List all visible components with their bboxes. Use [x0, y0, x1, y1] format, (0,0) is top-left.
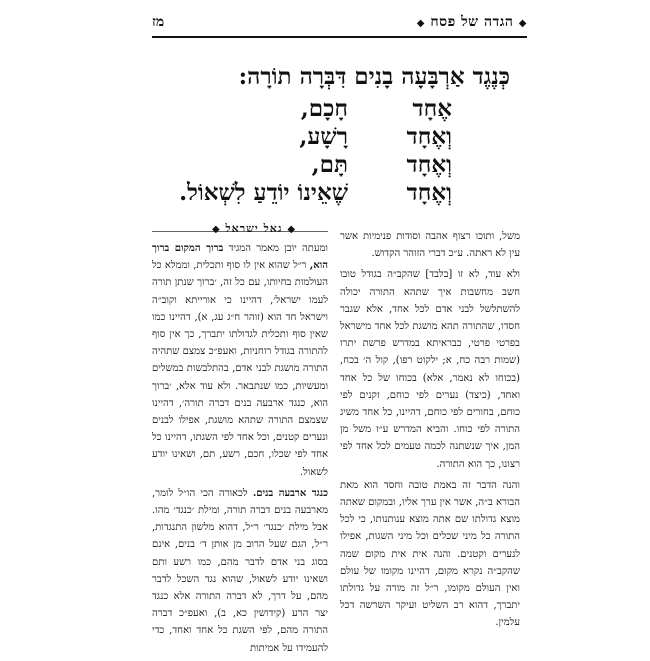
son-one-label: אֶחָד [412, 95, 452, 122]
right-paragraph: ולא עוד, לא זו [בלבד] שהקב״ה בגודל טובו חשב מחשבות איך שתהא התורה יכולה להשתלשל לבני אדם לכל אחד, אלא שגבר חסדו, שהתורה תהא מושגת לכל אחד מישראל בפרטי פרטי, כבראיתא במדרש פרשת יתרו (שמות רבה כח, א; ילקוט רפו), קול ה׳ בכח, (בכוחו לא נאמר, אלא) בכוחו של כל אחד ואחד, (כיצד) נערים לפי כוחם, זקנים לפי כוחם, בחורים לפי כוחם, דהיינו, כל אחד משיג התורה לפי כוחו. והביא המדרש ע״ז משל מן המן, איך שנשתנה לכמה טעמים לכל אחד לפי רצונו, כך הוא התורה. [340, 269, 520, 470]
son-one-name: חָכָם, [300, 95, 348, 122]
right-paragraph: והנה הדבר זה באמת טובה וחסד הוא מאת הבורא ב״ה, אשר אין ערך אליו, ובמקום שאתה מוצא גדולתו שם אתה מוצא ענותנותו, כי לכל התורה כל מיני שכלים וכל מיני השגות, אפילו לנערים וקטנים. והנה אית אית מקום שמה שהקב״ה נקרא מקום, דהיינו מקומו של עולם ואין העולם מקומו, ר״ל זה מורה על גדולתו יתברך, דהוא רב השליט ועיקר השרשה דכל עלמין. [340, 479, 520, 629]
page-number: מז [152, 14, 165, 30]
right-paragraph: משל, ותוכו רצוף אהבה וסודות פנימיות אשר עין לא ראתה. ע״כ דברי הזוהר הקדוש. [340, 231, 520, 260]
header-rule [152, 36, 527, 38]
son-two-label: וְאֶחָד [406, 123, 452, 150]
book-title [417, 14, 527, 31]
bullet-icon: ◆ [416, 18, 425, 29]
son-two-name: רָשָׁע, [299, 123, 348, 150]
son-four-label: וְאֶחָד [406, 179, 452, 206]
intro-lead: ומעתה יובן מאמר המגיד [228, 243, 328, 254]
left-paragraph-intro [152, 240, 328, 481]
left-paragraph-section [152, 485, 328, 657]
right-column [340, 228, 520, 636]
left-column [152, 240, 328, 661]
commentary-title [175, 222, 333, 235]
heading-line: כְּנֶגֶד אַרְבָּעָה בָנִים דִּבְּרָה תוֹרָה: [238, 63, 510, 90]
intro-bold: ברוך המקום ברוך הוא, [152, 243, 328, 272]
section-title: כנגד ארבעה בנים. [252, 487, 328, 499]
running-header [152, 10, 527, 38]
son-four-name: שֶׁאֵינוֹ יוֹדֵעַ לִשְׁאוֹל. [179, 179, 348, 206]
left-paragraph: ר״ל שהוא אין לו סוף ותכלית, וממלא כל העולמות בחיותו, עם כל זה, ׳ברוך שנתן תורה לעמו ישראל׳, דהיינו כי אורייתא וקוב״ה וישראל חד הוא (זוהר ח״ג עג, א), דהיינו כמו שאין סוף ותכלית לגדולתו יתברך, כך אין סוף להתורה בגודל רוחניות, ואעפ״כ צמצם שתהיה התורה מושגת לבני אדם, בהתלבשות במשלים ומעשיות, כמו שנתבאר. ולא עוד אלא, ׳ברוך הוא, כנגד ארבעה בנים דברה תורה׳, דהיינו שצמצם התורה שתהא מושגת, אפילו לבנים ונערים קטנים, וכל אחד לפי השגתו, דהיינו כל אחד לפי שכלו, חכם, רשע, תם, ושאינו יודע לשאול. [152, 260, 328, 478]
bullet-icon: ◆ [518, 18, 527, 29]
son-three-name: תָּם, [311, 151, 348, 178]
son-three-label: וְאֶחָד [406, 151, 452, 178]
bullet-icon: ◆ [211, 224, 221, 235]
left-paragraph: לכאורה הכי הו״ל לומר, מארבעה בנים דברה תורה, ומילת ׳כנגד׳ מהו. אבל מילת ׳כנגד׳ ר״ל, דהוא מלשון התנגדות, ר״ל, הגם שעל הרוב מן אותן ד׳ בנים, אינם בסוג בני אדם לדבר מהם, כמו רשע ותם ושאינו יודע לשאול, שהוא נגד השכל לדבר מהם, על דרך, לא דברה התורה אלא כנגד יצר הרע (קידושין כא, ב), ואעפ״כ דברה התורה מהם, לפי השגת כל אחד ואחד, כדי להעמידו על אמיתות [152, 487, 328, 654]
bullet-icon: ◆ [287, 224, 297, 235]
commentary-title-text: גאל ישראל [225, 222, 283, 235]
book-title-text: הגדה של פסח [430, 14, 514, 30]
